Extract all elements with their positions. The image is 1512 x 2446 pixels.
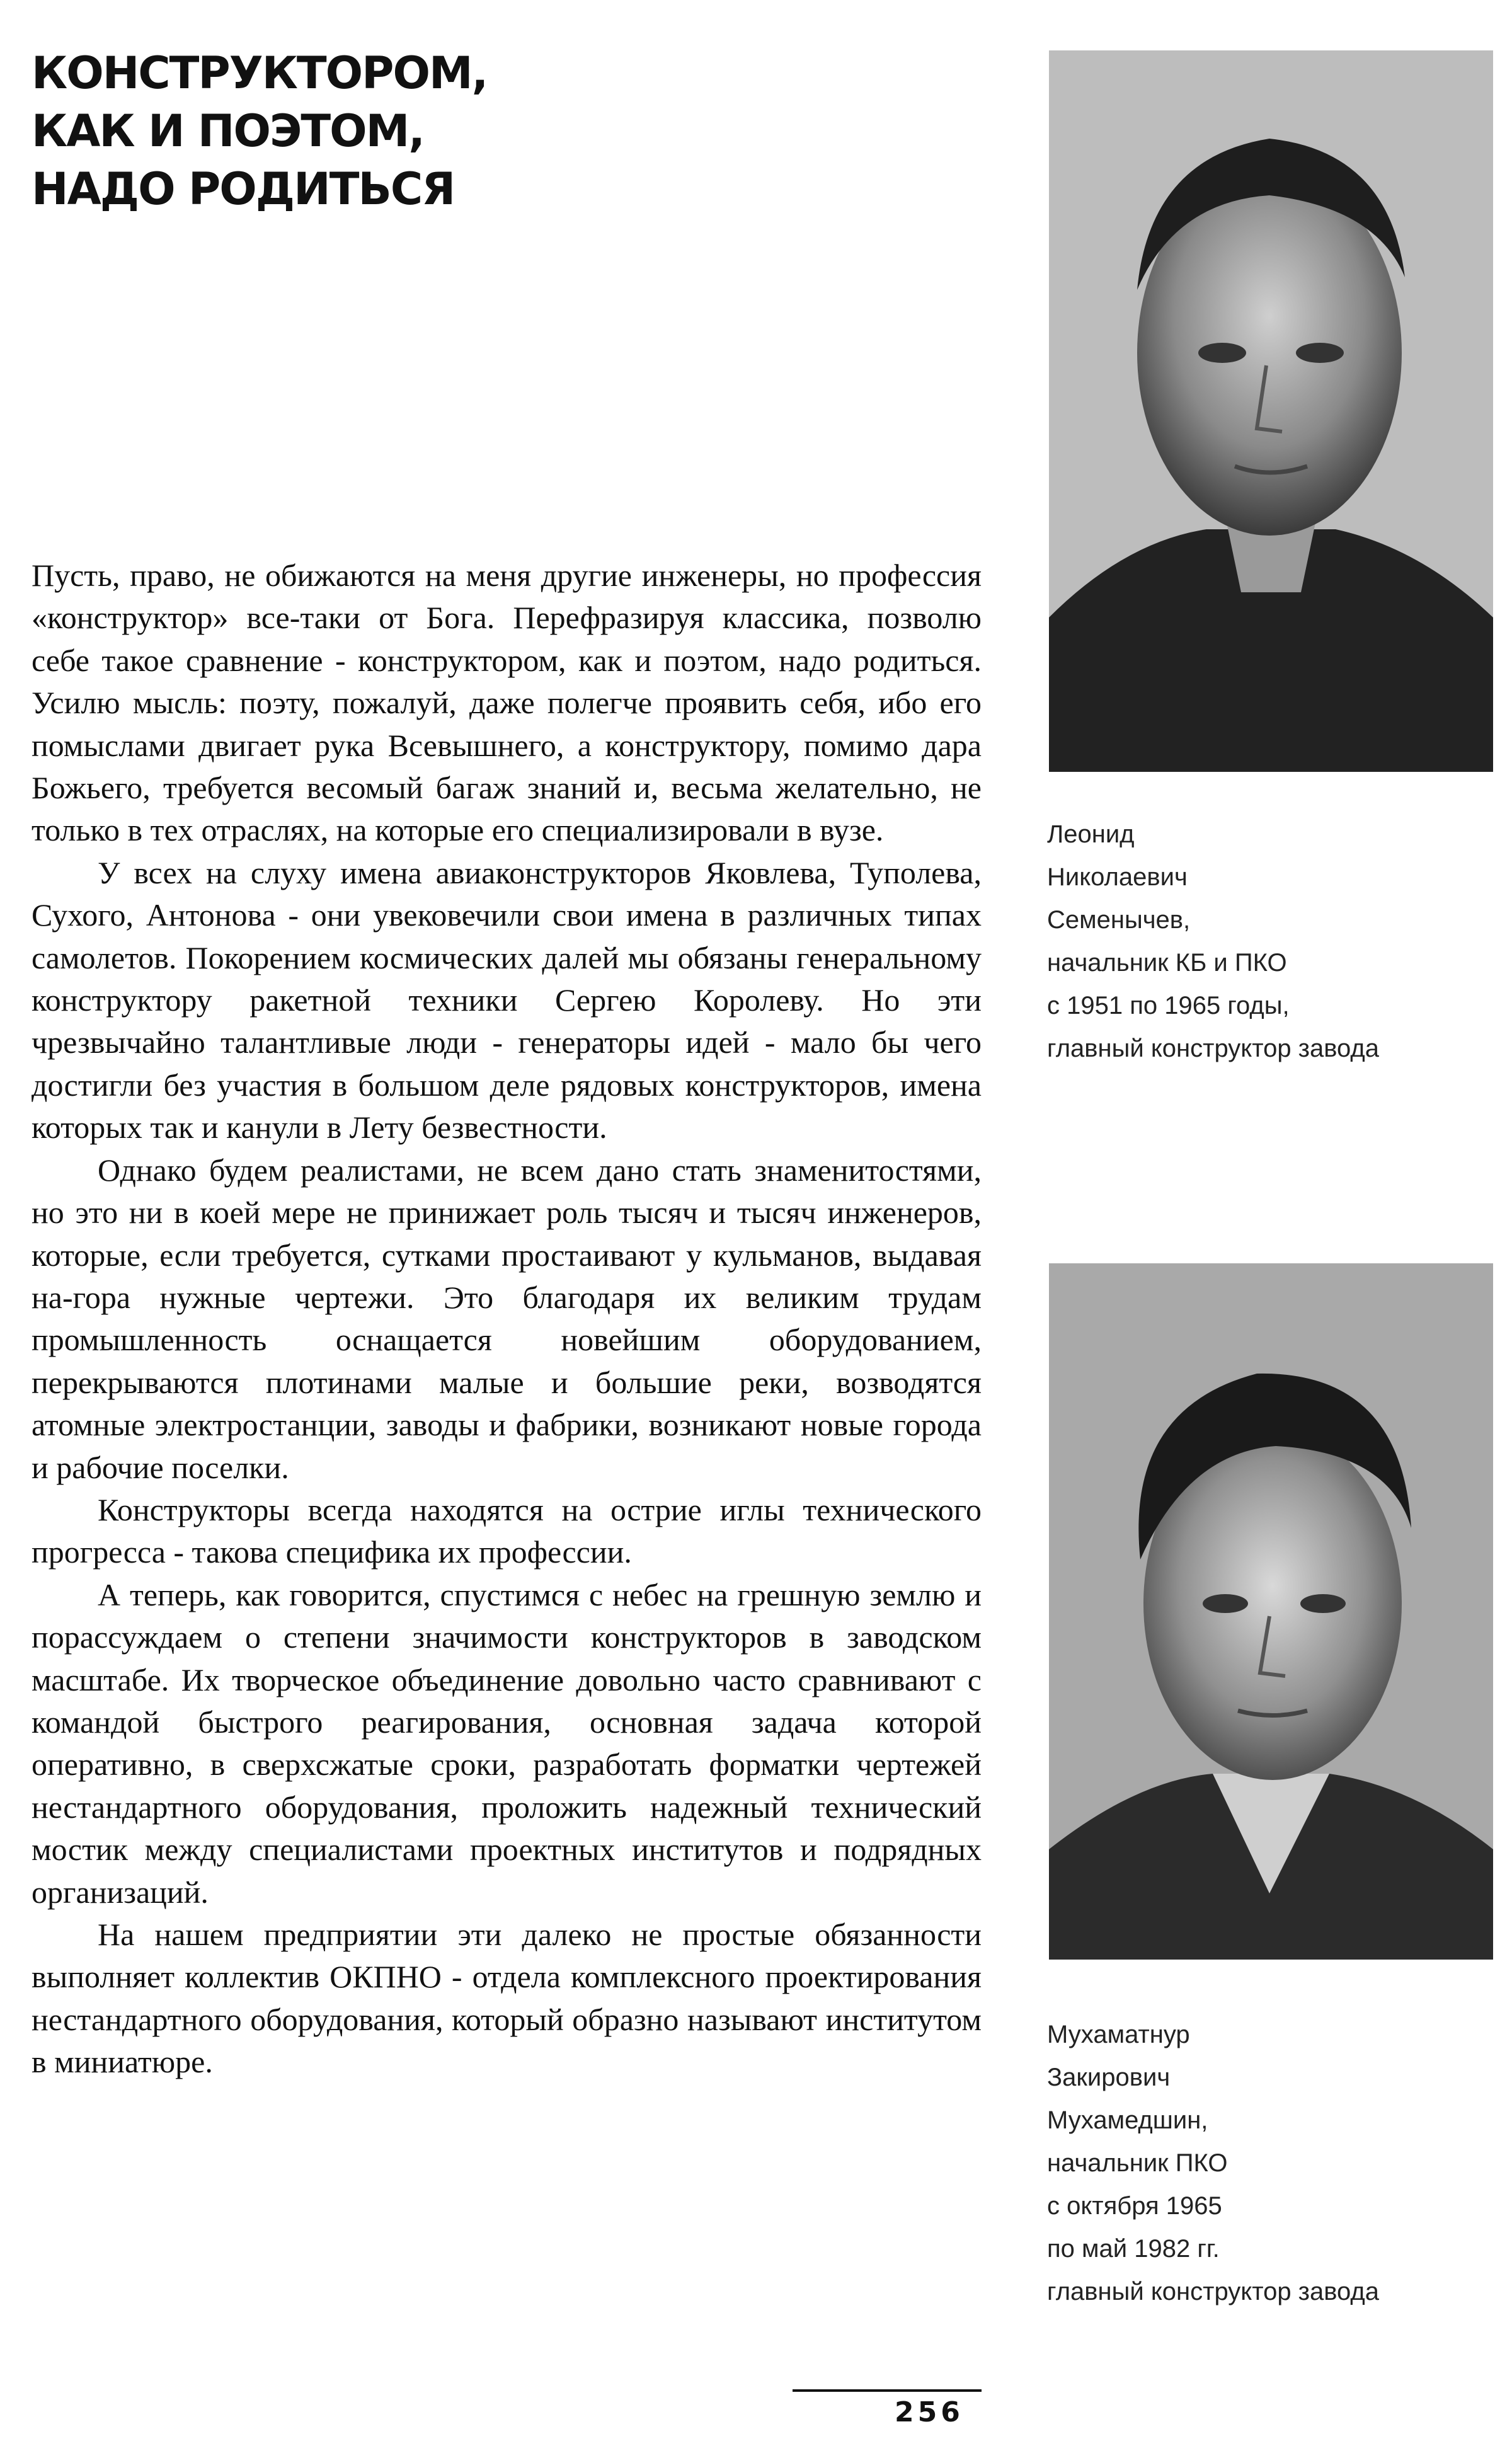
title-line: КАК И ПОЭТОМ, xyxy=(32,105,424,157)
caption-line: с октября 1965 xyxy=(1047,2192,1222,2220)
caption-line: Закирович xyxy=(1047,2064,1171,2091)
footer-rule xyxy=(793,2389,982,2392)
paragraph: Конструкторы всегда находятся на острие иглы технического прогресса - такова специфика их профессии. xyxy=(32,1491,982,1570)
photo-caption-2 xyxy=(1047,2013,1379,2313)
paragraph: У всех на слуху имена авиаконструкторов Яковлева, Туполева, Сухого, Антонова - они увековечили свои имена в различных типах самолетов. Покорением космических далей мы обязаны генеральному конструктору ракетной техники Сергею Королеву. Но эти чрезвычайно талантливые люди - генераторы идей - мало бы чего достигли без участия в большом деле рядовых конструкторов, имена которых так и канули в Лету безвестности. xyxy=(32,854,982,1145)
caption-line: Леонид xyxy=(1047,820,1135,848)
portrait-photo-2 xyxy=(1049,1263,1493,1960)
paragraph: На нашем предприятии эти далеко не простые обязанности выполняет коллектив ОКПНО - отдела комплексного проектирования нестандартного оборудования, который образно называют институтом в миниатюре. xyxy=(32,1917,982,2080)
paragraph: Пусть, право, не обижаются на меня другие инженеры, но профессия «конструктор» все-таки от Бога. Перефразируя классика, позволю себе такое сравнение - конструктором, как и поэтом, надо родиться. Усилю мысль: поэту, пожалуй, даже полегче проявить себя, ибо его помыслами двигает рука Всевышнего, а конструктору, помимо дара Божьего, требуется весомый багаж знаний и, весьма желательно, не только в тех отраслях, на которые его специализировали в вузе. xyxy=(32,558,982,848)
paragraph: Однако будем реалистами, не всем дано стать знаменитостями, но это ни в коей мере не принижает роль тысяч и тысяч инженеров, которые, если требуется, сутками простаивают у кульманов, выдавая на-гора нужные чертежи. Это благодаря их великим трудам промышленность оснащается новейшим оборудованием, перекрываются плотинами малые и большие реки, возводятся атомные электростанции, заводы и фабрики, возникают новые города и рабочие поселки. xyxy=(32,1152,982,1485)
caption-line: Мухаматнур xyxy=(1047,2021,1190,2048)
caption-line: по май 1982 гг. xyxy=(1047,2235,1220,2263)
article-body xyxy=(32,554,982,2084)
page-number: 256 xyxy=(895,2396,964,2428)
title-line: КОНСТРУКТОРОМ, xyxy=(32,47,488,99)
caption-line: с 1951 по 1965 годы, xyxy=(1047,992,1290,1019)
caption-line: Семенычев, xyxy=(1047,906,1191,934)
portrait-photo-1 xyxy=(1049,50,1493,772)
caption-line: Мухамедшин, xyxy=(1047,2106,1208,2134)
title-line: НАДО РОДИТЬСЯ xyxy=(32,163,455,215)
caption-line: начальник КБ и ПКО xyxy=(1047,949,1287,977)
photo-caption-1 xyxy=(1047,813,1379,1070)
caption-line: главный конструктор завода xyxy=(1047,2278,1380,2305)
caption-line: главный конструктор завода xyxy=(1047,1035,1380,1062)
caption-line: Николаевич xyxy=(1047,863,1188,891)
caption-line: начальник ПКО xyxy=(1047,2149,1228,2177)
paragraph: А теперь, как говорится, спустимся с небес на грешную землю и порассуждаем о степени значимости конструкторов в заводском масштабе. Их творческое объединение довольно часто сравнивают с командой быстрого реагирования, основная задача которой оперативно, в сверхсжатые сроки, разработать форматки чертежей нестандартного оборудования, проложить надежный технический мостик между специалистами проектных институтов и подрядных организаций. xyxy=(32,1576,982,1910)
article-title xyxy=(32,44,487,218)
